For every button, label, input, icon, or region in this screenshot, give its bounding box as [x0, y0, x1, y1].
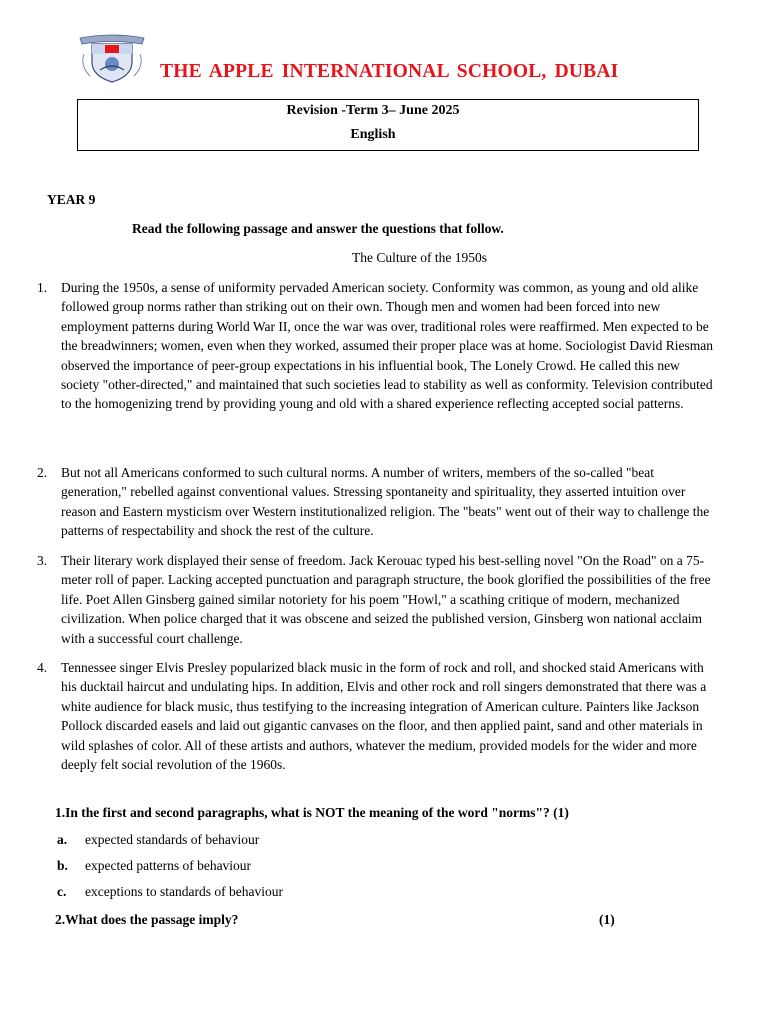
paragraph-3	[37, 551, 717, 648]
paragraph-text: But not all Americans conformed to such cultural norms. A number of writers, members of the so-called "beat generation," rebelled against conventional values. Stressing spontaneity and spirituality, they asserted intuition over reason and Eastern mysticism over Western institutionalized religion. The "beats" went out of their way to challenge the patterns of respectability and shock the rest of the culture.	[61, 465, 710, 539]
paragraph-1	[37, 278, 717, 414]
question-2: 2.What does the passage imply?	[55, 912, 239, 927]
school-crest-logo	[78, 32, 146, 84]
paragraph-text: During the 1950s, a sense of uniformity pervaded American society. Conformity was common, as young and old alike followed group norms rather than striking out on their own. Though men and women had been forced into new employment patterns during World War II, once the war was over, traditional roles were reaffirmed. Men expected to be the breadwinners; women, even when they worked, assumed their proper place was at home. Sociologist David Riesman observed the importance of peer-group expectations in his influential book, The Lonely Crowd. He called this new society "other-directed," and maintained that such societies lead to stability as well as conformity. Television contributed to the homogenizing trend by providing young and old with a shared experience reflecting accepted social patterns.	[61, 280, 713, 412]
paragraph-number: 2.	[37, 465, 48, 480]
school-name: THE APPLE INTERNATIONAL SCHOOL, DUBAI	[160, 61, 619, 82]
question-2-marks: (1)	[599, 912, 615, 927]
paragraph-text: Tennessee singer Elvis Presley popularized black music in the form of rock and roll, and shocked staid Americans with his ducktail haircut and undulating hips. In addition, Elvis and other rock and roll singers demonstrated that there was a white audience for black music, thus testifying to the increasing integration of American culture. Painters like Jackson Pollock discarded easels and laid out gigantic canvases on the floor, and then applied paint, sand and other materials in wild splashes of color. All of these artists and authors, whatever the medium, provided models for the wider and more deeply felt social revolution of the 1960s.	[61, 660, 707, 773]
option-letter: a.	[57, 832, 68, 847]
subject-title: English	[350, 127, 396, 142]
question-1: 1.In the first and second paragraphs, what is NOT the meaning of the word "norms"? (1)	[55, 805, 569, 820]
option-text: expected standards of behaviour	[85, 832, 260, 847]
revision-title: Revision -Term 3– June 2025	[286, 103, 460, 118]
paragraph-number: 1.	[37, 280, 48, 295]
option-letter: b.	[57, 858, 68, 873]
paragraph-2	[37, 463, 717, 541]
passage-title: The Culture of the 1950s	[352, 250, 487, 265]
option-text: exceptions to standards of behaviour	[85, 884, 283, 899]
option-a	[57, 832, 259, 848]
paragraph-text: Their literary work displayed their sense of freedom. Jack Kerouac typed his best-selling novel "On the Road" on a 75-meter roll of paper. Lacking accepted punctuation and paragraph structure, the book glorified the possibilities of the free life. Poet Allen Ginsberg gained similar notoriety for his poem "Howl," a scathing critique of modern, mechanized civilization. When police charged that it was obscene and seized the published version, Ginsberg won national acclaim with a successful court challenge.	[61, 553, 711, 646]
paragraph-4	[37, 658, 717, 774]
option-c	[57, 884, 283, 900]
option-text: expected patterns of behaviour	[85, 858, 252, 873]
title-box	[77, 99, 699, 151]
year-label: YEAR 9	[47, 192, 96, 207]
instruction-text: Read the following passage and answer the questions that follow.	[132, 221, 504, 236]
paragraph-number: 4.	[37, 660, 48, 675]
option-letter: c.	[57, 884, 67, 899]
paragraph-number: 3.	[37, 553, 48, 568]
option-b	[57, 858, 251, 874]
